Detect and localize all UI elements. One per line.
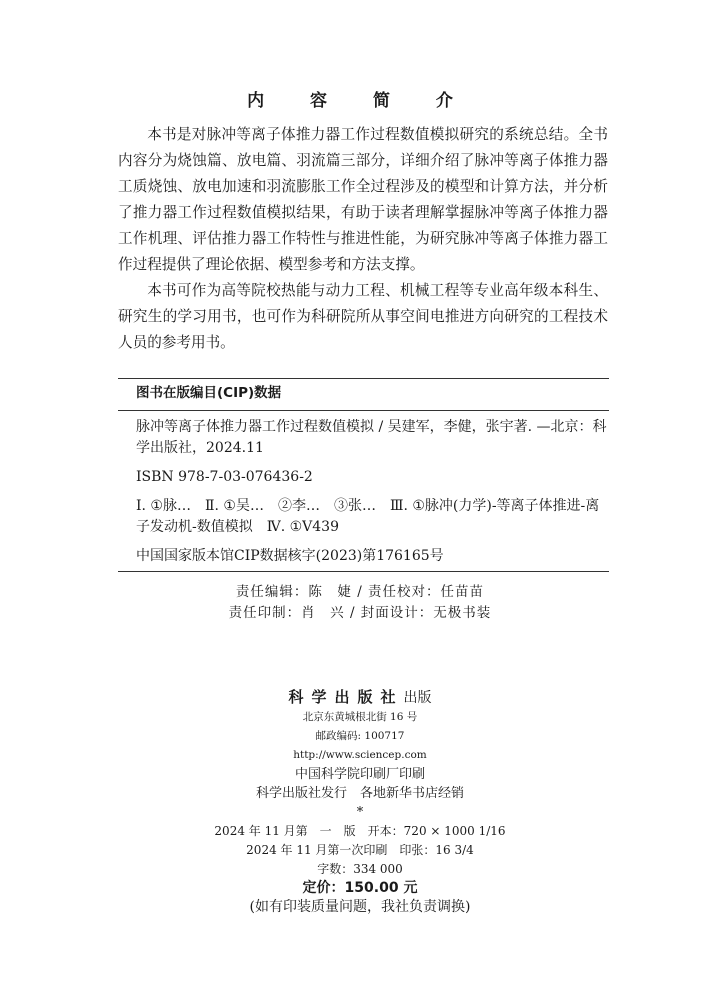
credits-line-editors: 责任编辑：陈 婕 / 责任校对：任苗苗 (235, 584, 485, 600)
separator-asterisk: * (356, 805, 364, 820)
cip-classification: Ⅰ. ①脉… Ⅱ. ①吴… ②李… ③张… Ⅲ. ①脉冲(力学)-等离子体推进-离子发动机-数值模拟 Ⅳ. ①V439 (136, 498, 600, 535)
cip-record-number: 中国国家版本馆CIP数据核字(2023)第176165号 (136, 548, 444, 564)
summary-paragraph-1: 本书是对脉冲等离子体推力器工作过程数值模拟研究的系统总结。全书内容分为烧蚀篇、放电篇、羽流篇三部分，详细介绍了脉冲等离子体推力器工质烧蚀、放电加速和羽流膨胀工作全过程涉及的模型和计算方法，并分析了推力器工作过程数值模拟结果，有助于读者理解掌握脉冲等离子体推力器工作机理、评估推力器工作特性与推进性能，为研究脉冲等离子体推力器工作过程提供了理论依据、模型参考和方法支撑。 (118, 126, 608, 273)
credits-line-production: 责任印制：肖 兴 / 封面设计：无极书装 (228, 605, 492, 621)
summary-paragraph-2: 本书可作为高等院校热能与动力工程、机械工程等专业高年级本科生、研究生的学习用书，也可作为科研院所从事空间电推进方向研究的工程技术人员的参考用书。 (118, 282, 608, 351)
edition-line: 2024 年 11 月第 一 版 开本：720 × 1000 1/16 (214, 824, 506, 838)
cip-body (118, 417, 609, 567)
publisher-postcode: 邮政编码: 100717 (315, 730, 405, 742)
price-line: 定价：150.00 元 (302, 880, 418, 896)
cip-data-block (118, 378, 609, 572)
printer-line: 中国科学院印刷厂印刷 (294, 767, 425, 782)
page-title: 内 容 简 介 (247, 91, 473, 111)
quality-notice: (如有印装质量问题，我社负责调换) (249, 899, 471, 915)
publisher-line (0, 688, 720, 708)
publisher-address: 北京东黄城根北街 16 号 (302, 711, 418, 723)
distribution-line: 科学出版社发行 各地新华书店经销 (255, 786, 464, 801)
cip-bibliographic-line: 脉冲等离子体推力器工作过程数值模拟 / 吴建军，李健，张宇著. —北京：科学出版社，2024.11 (136, 419, 607, 456)
publisher-suffix: 出版 (403, 690, 432, 706)
printing-line: 2024 年 11 月第一次印刷 印张：16 3/4 (246, 843, 474, 857)
content-summary (118, 122, 608, 356)
publisher-name: 科学出版社 (288, 688, 404, 706)
wordcount-line: 字数：334 000 (317, 862, 403, 876)
editorial-credits (0, 582, 720, 624)
publisher-info (0, 688, 720, 917)
cip-heading: 图书在版编目(CIP)数据 (118, 383, 609, 411)
publisher-website: http://www.sciencep.com (293, 749, 427, 761)
cip-isbn: ISBN 978-7-03-076436-2 (136, 469, 313, 485)
